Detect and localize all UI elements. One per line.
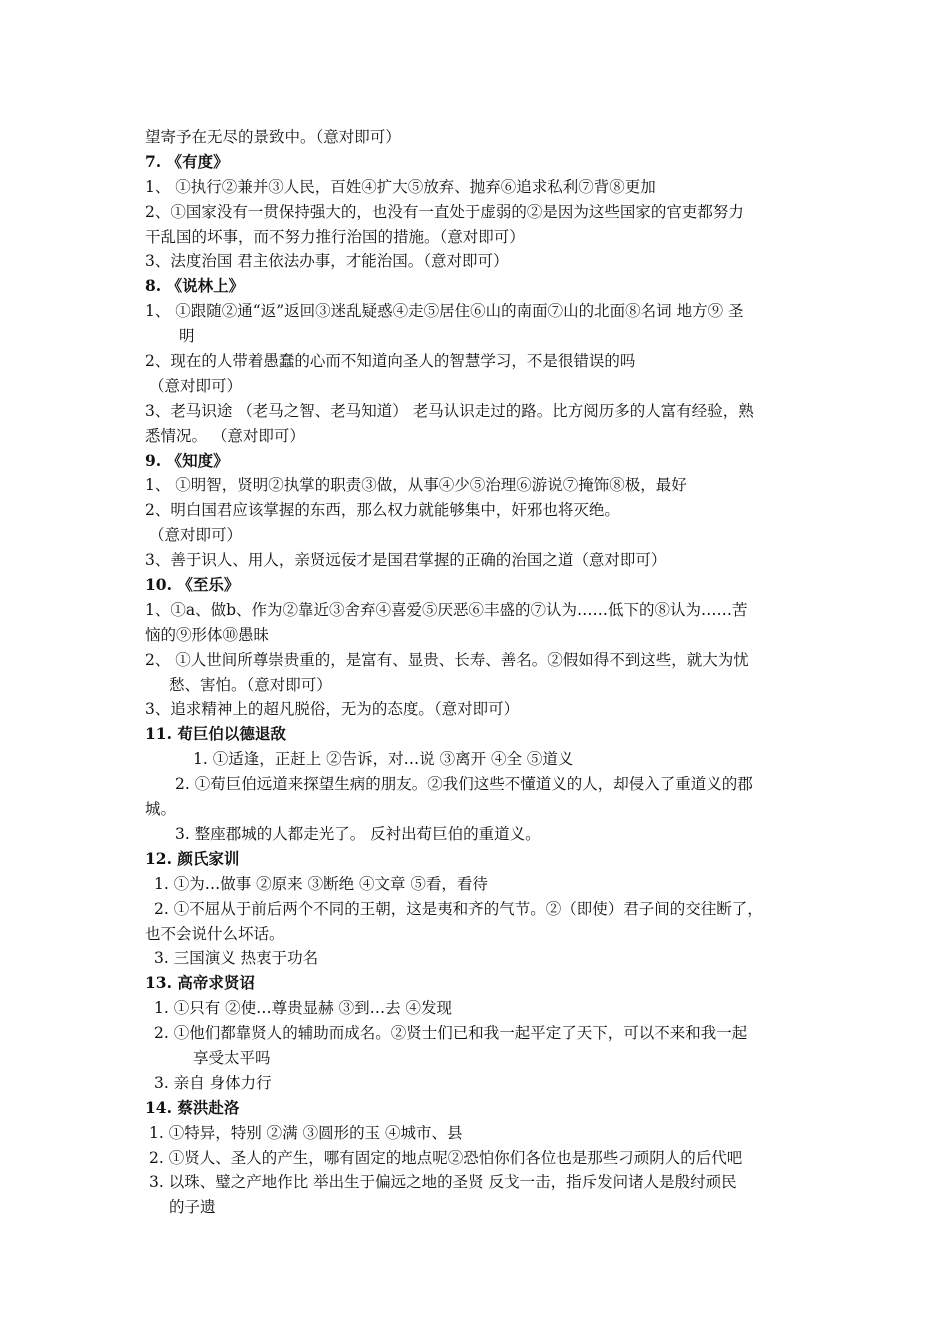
section-heading: 13. 高帝求贤诏 (145, 973, 255, 993)
text-line: 1、 ①执行②兼并③人民，百姓④扩大⑤放弃、抛弃⑥追求私利⑦背⑧更加 (145, 177, 656, 196)
text-line: 愁、害怕。（意对即可） (169, 675, 332, 694)
text-line: 3、善于识人、用人，亲贤远佞才是国君掌握的正确的治国之道（意对即可） (145, 551, 667, 570)
text-line: 3. 以珠、璧之产地作比 举出生于偏远之地的圣贤 反戈一击，指斥发问诸人是殷纣顽民 (149, 1173, 737, 1192)
text-line: 2. ①不屈从于前后两个不同的王朝，这是夷和齐的气节。②（即使）君子间的交往断了， (154, 899, 763, 918)
text-line: 3. 三国演义 热衷于功名 (154, 949, 319, 968)
text-line: 干乱国的坏事，而不努力推行治国的措施。（意对即可） (145, 227, 525, 246)
text-line: 2、①国家没有一贯保持强大的，也没有一直处于虚弱的②是因为这些国家的官吏都努力 (145, 202, 744, 221)
text-line: 1、①a、做b、作为②靠近③舍弃④喜爱⑤厌恶⑥丰盛的⑦认为……低下的⑧认为……苦 (145, 600, 748, 619)
section-heading: 11. 荀巨伯以德退敌 (145, 724, 286, 744)
text-line: 3、法度治国 君主依法办事，才能治国。（意对即可） (145, 252, 509, 271)
text-line: 1. ①适逢，正赶上 ②告诉，对…说 ③离开 ④全 ⑤道义 (193, 750, 574, 769)
document-page (145, 125, 810, 1220)
text-line: 2、现在的人带着愚蠢的心而不知道向圣人的智慧学习，不是很错误的吗 (145, 352, 636, 371)
text-line: 城。 (145, 800, 177, 819)
text-line: 3、老马识途 （老马之智、老马知道） 老马认识走过的路。比方阅历多的人富有经验，熟 (145, 401, 754, 420)
text-line: 2、 ①人世间所尊崇贵重的，是富有、显贵、长寿、善名。②假如得不到这些，就大为忧 (145, 650, 749, 669)
text-line: 2. ①贤人、圣人的产生，哪有固定的地点呢②恐怕你们各位也是那些刁顽阴人的后代吧 (149, 1148, 743, 1167)
text-line: 恼的⑨形体⑩愚昧 (145, 625, 270, 644)
text-line: 1. ①特异，特别 ②满 ③圆形的玉 ④城市、县 (149, 1123, 463, 1142)
text-line: 2. ①荀巨伯远道来探望生病的朋友。②我们这些不懂道义的人，却侵入了重道义的郡 (175, 775, 753, 794)
section-heading: 7. 《有度》 (145, 151, 229, 171)
text-line: 1. ①只有 ②使…尊贵显赫 ③到…去 ④发现 (154, 999, 452, 1018)
text-line: 享受太平吗 (193, 1048, 271, 1067)
section-heading: 10. 《至乐》 (145, 575, 240, 595)
text-line: 3. 亲自 身体力行 (154, 1073, 272, 1092)
text-line: 1、 ①跟随②通“返”返回③迷乱疑惑④走⑤居住⑥山的南面⑦山的北面⑧名词 地方⑨ 圣 (145, 302, 744, 321)
text-line: 1. ①为…做事 ②原来 ③断绝 ④文章 ⑤看，看待 (154, 874, 488, 893)
text-line: 也不会说什么坏话。 (145, 924, 285, 943)
text-line: 2. ①他们都靠贤人的辅助而成名。②贤士们已和我一起平定了天下，可以不来和我一起 (154, 1024, 748, 1043)
section-heading: 9. 《知度》 (145, 450, 229, 470)
text-line: （意对即可） (149, 526, 243, 545)
section-heading: 14. 蔡洪赴洛 (145, 1097, 240, 1117)
text-line: 明 (179, 327, 195, 346)
section-heading: 12. 颜氏家训 (145, 848, 240, 868)
text-line: （意对即可） (149, 376, 243, 395)
text-line: 悉情况。 （意对即可） (145, 426, 305, 445)
text-line: 1、 ①明智，贤明②执掌的职责③做，从事④少⑤治理⑥游说⑦掩饰⑧极，最好 (145, 476, 687, 495)
section-heading: 8. 《说林上》 (145, 276, 245, 296)
text-line: 3. 整座郡城的人都走光了。 反衬出荀巨伯的重道义。 (175, 824, 541, 843)
text-line: 3、追求精神上的超凡脱俗，无为的态度。（意对即可） (145, 700, 520, 719)
text-line: 2、明白国君应该掌握的东西，那么权力就能够集中，奸邪也将灭绝。 (145, 501, 620, 520)
text-line: 望寄予在无尽的景致中。（意对即可） (145, 128, 401, 146)
text-line: 的子遗 (169, 1198, 216, 1217)
